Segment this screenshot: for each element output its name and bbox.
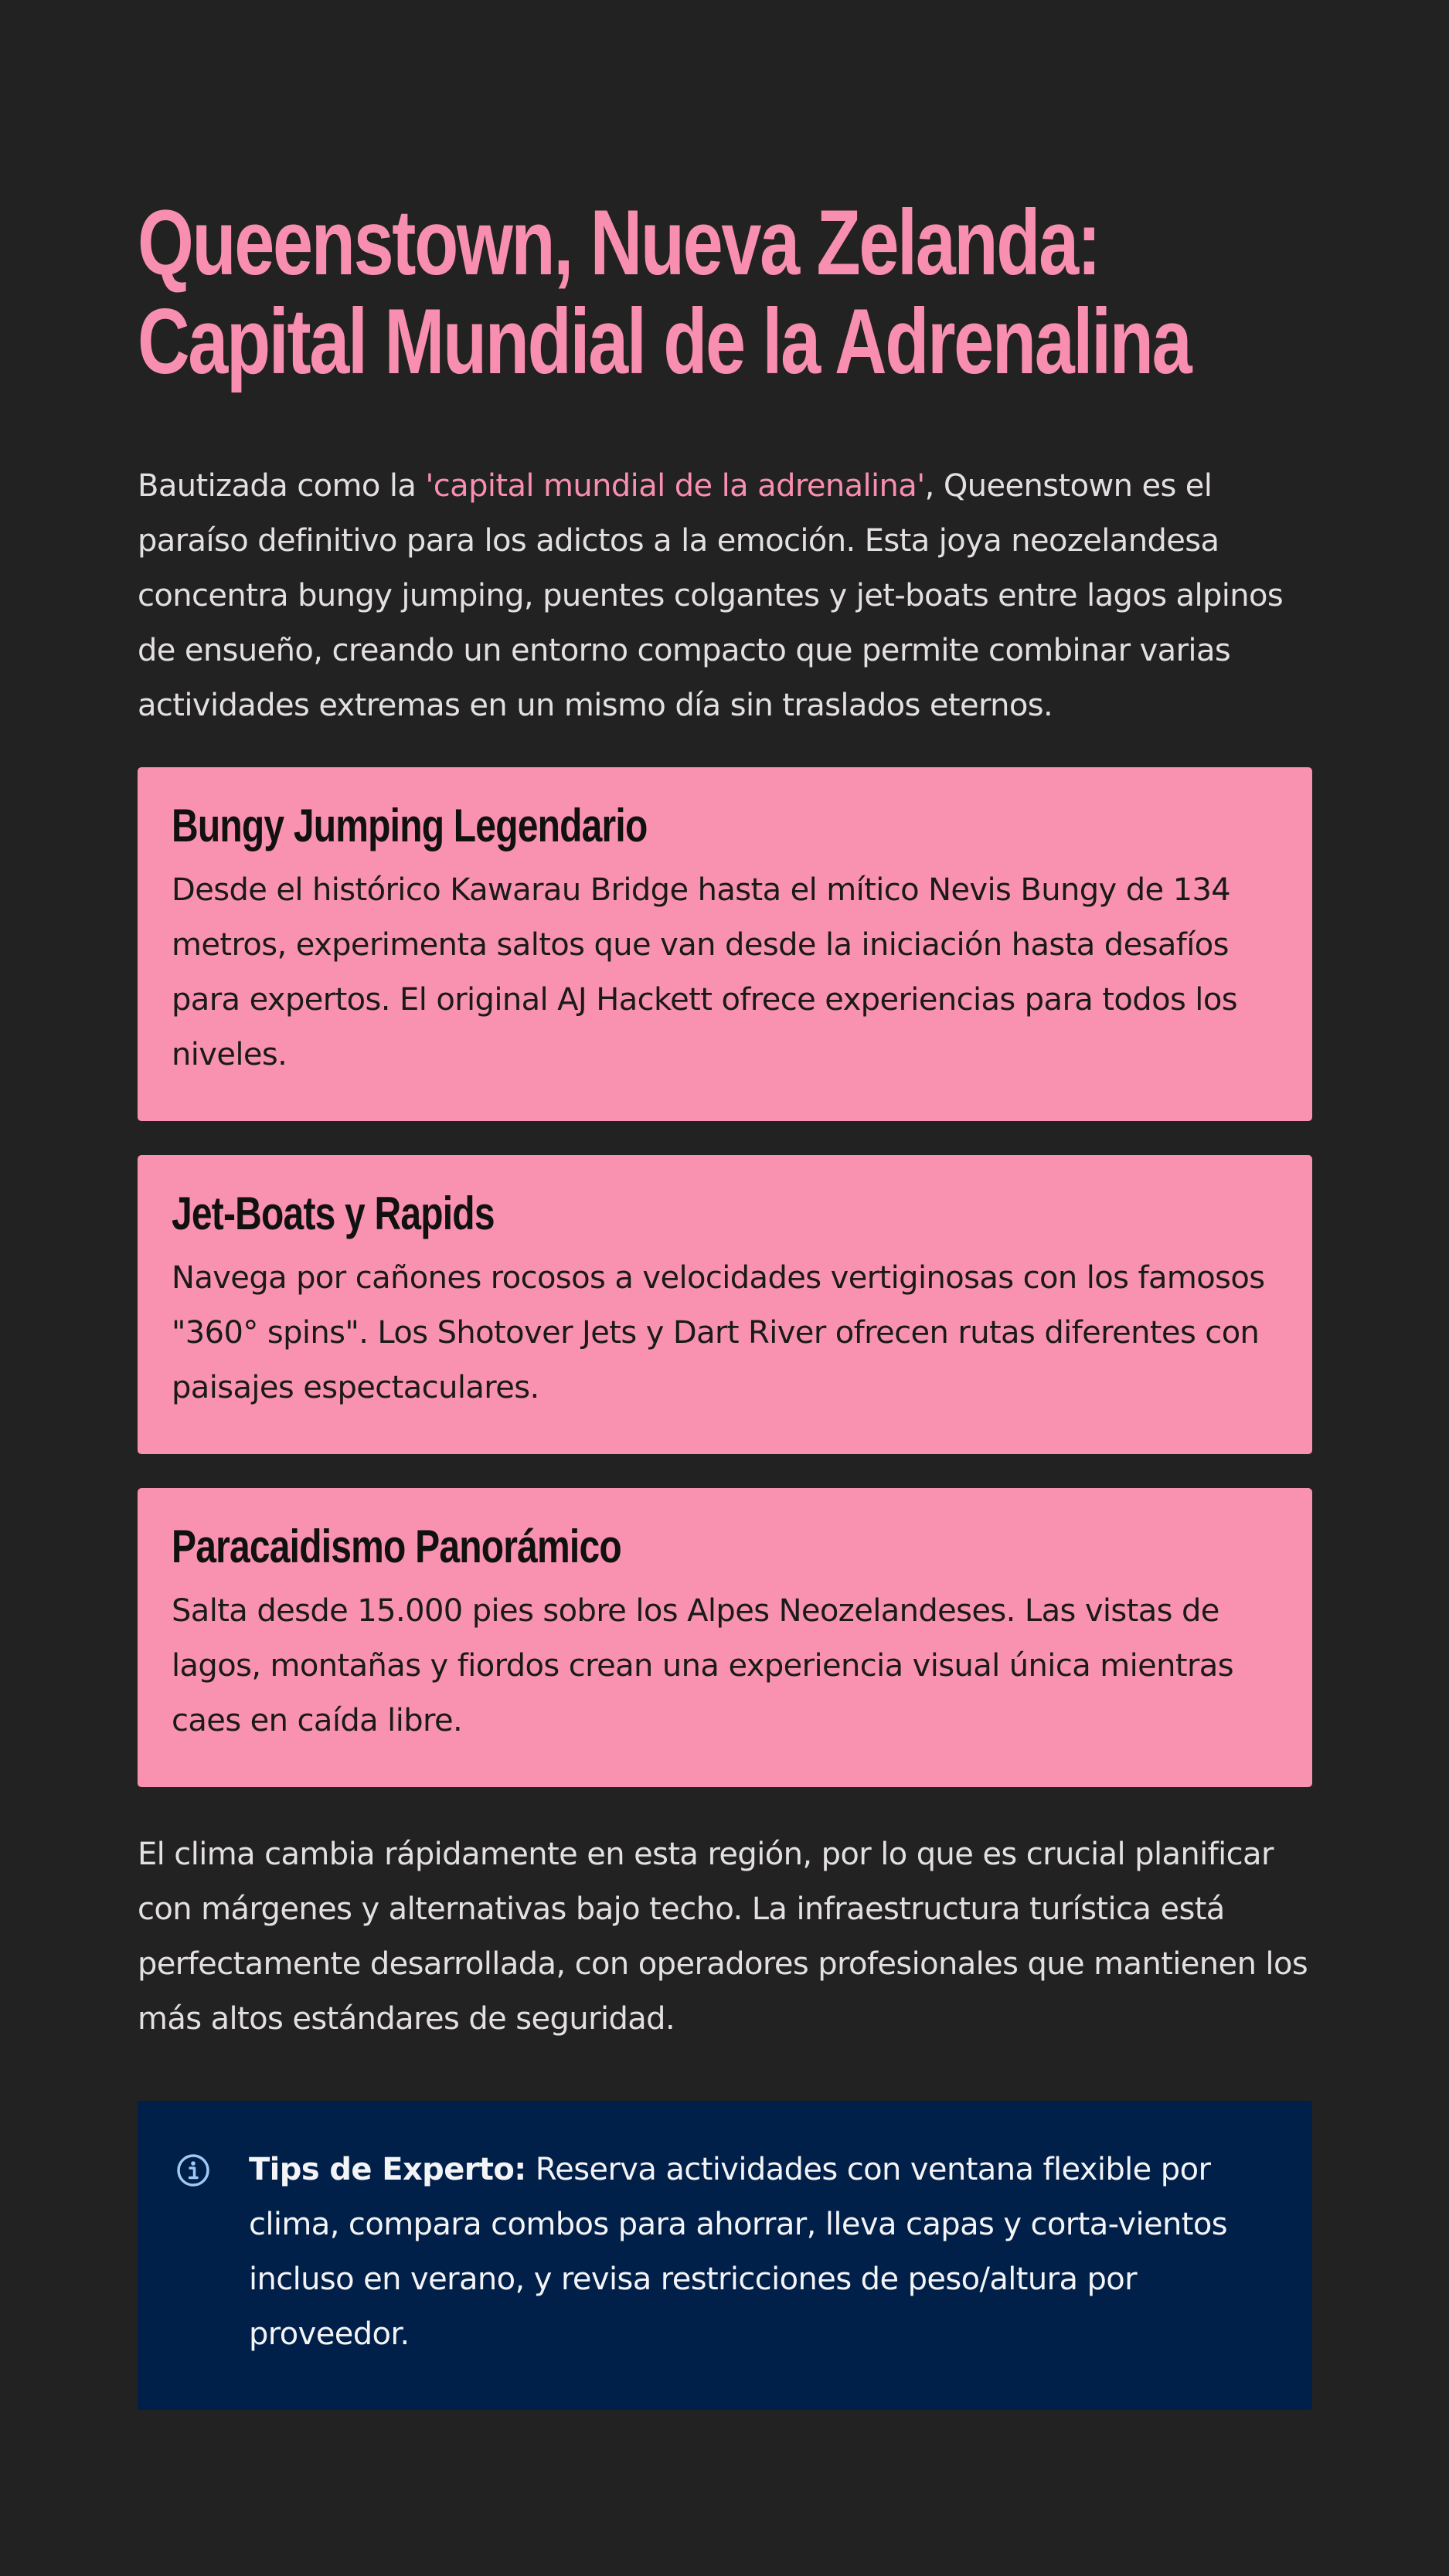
intro-text-before: Bautizada como la bbox=[138, 468, 426, 504]
card-heading: Jet-Boats y Rapids bbox=[172, 1188, 495, 1239]
title-line-1: Queenstown, Nueva Zelanda: bbox=[138, 191, 1100, 294]
expert-tip-callout bbox=[138, 2101, 1312, 2410]
title-line-2: Capital Mundial de la Adrenalina bbox=[138, 290, 1191, 393]
card-heading: Bungy Jumping Legendario bbox=[172, 800, 648, 851]
intro-text-after: , Queenstown es el paraíso definitivo para los adictos a la emoción. Esta joya neozelandesa concentra bungy jumping, puentes colgantes y jet-boats entre lagos alpinos de ensueño, creando un entorno compacto que permite combinar varias actividades extremas en un mismo día sin traslados eternos. bbox=[138, 468, 1284, 723]
card-text: Navega por cañones rocosos a velocidades vertiginosas con los famosos "360° spins". Los Shotover Jets y Dart River ofrecen rutas diferentes con paisajes espectaculares. bbox=[172, 1260, 1265, 1405]
activity-card-jetboats bbox=[138, 1155, 1312, 1454]
card-text: Desde el histórico Kawarau Bridge hasta el mítico Nevis Bungy de 134 metros, experimenta saltos que van desde la iniciación hasta desafíos para expertos. El original AJ Hackett ofrece experiencias para todos los niveles. bbox=[172, 872, 1237, 1072]
article bbox=[138, 193, 1312, 2410]
page-title bbox=[138, 193, 1313, 391]
tip-label: Tips de Experto: bbox=[249, 2152, 526, 2187]
tip-text bbox=[249, 2143, 1274, 2362]
card-text: Salta desde 15.000 pies sobre los Alpes Neozelandeses. Las vistas de lagos, montañas y fiordos crean una experiencia visual única mientras caes en caída libre. bbox=[172, 1593, 1233, 1738]
activity-card-bungy bbox=[138, 767, 1312, 1121]
closing-paragraph: El clima cambia rápidamente en esta región, por lo que es crucial planificar con márgenes y alternativas bajo techo. La infraestructura turística está perfectamente desarrollada, con operadores profesionales que mantienen los más altos estándares de seguridad. bbox=[138, 1837, 1308, 2037]
card-heading: Paracaidismo Panorámico bbox=[172, 1521, 621, 1572]
intro-highlight: 'capital mundial de la adrenalina' bbox=[425, 468, 925, 504]
intro-paragraph bbox=[138, 459, 1312, 733]
tip-body: Reserva actividades con ventana flexible por clima, compara combos para ahorrar, lleva capas y corta-vientos incluso en verano, y revisa restricciones de peso/altura por proveedor. bbox=[249, 2152, 1227, 2352]
activity-card-skydiving bbox=[138, 1488, 1312, 1787]
info-icon bbox=[176, 2153, 210, 2187]
